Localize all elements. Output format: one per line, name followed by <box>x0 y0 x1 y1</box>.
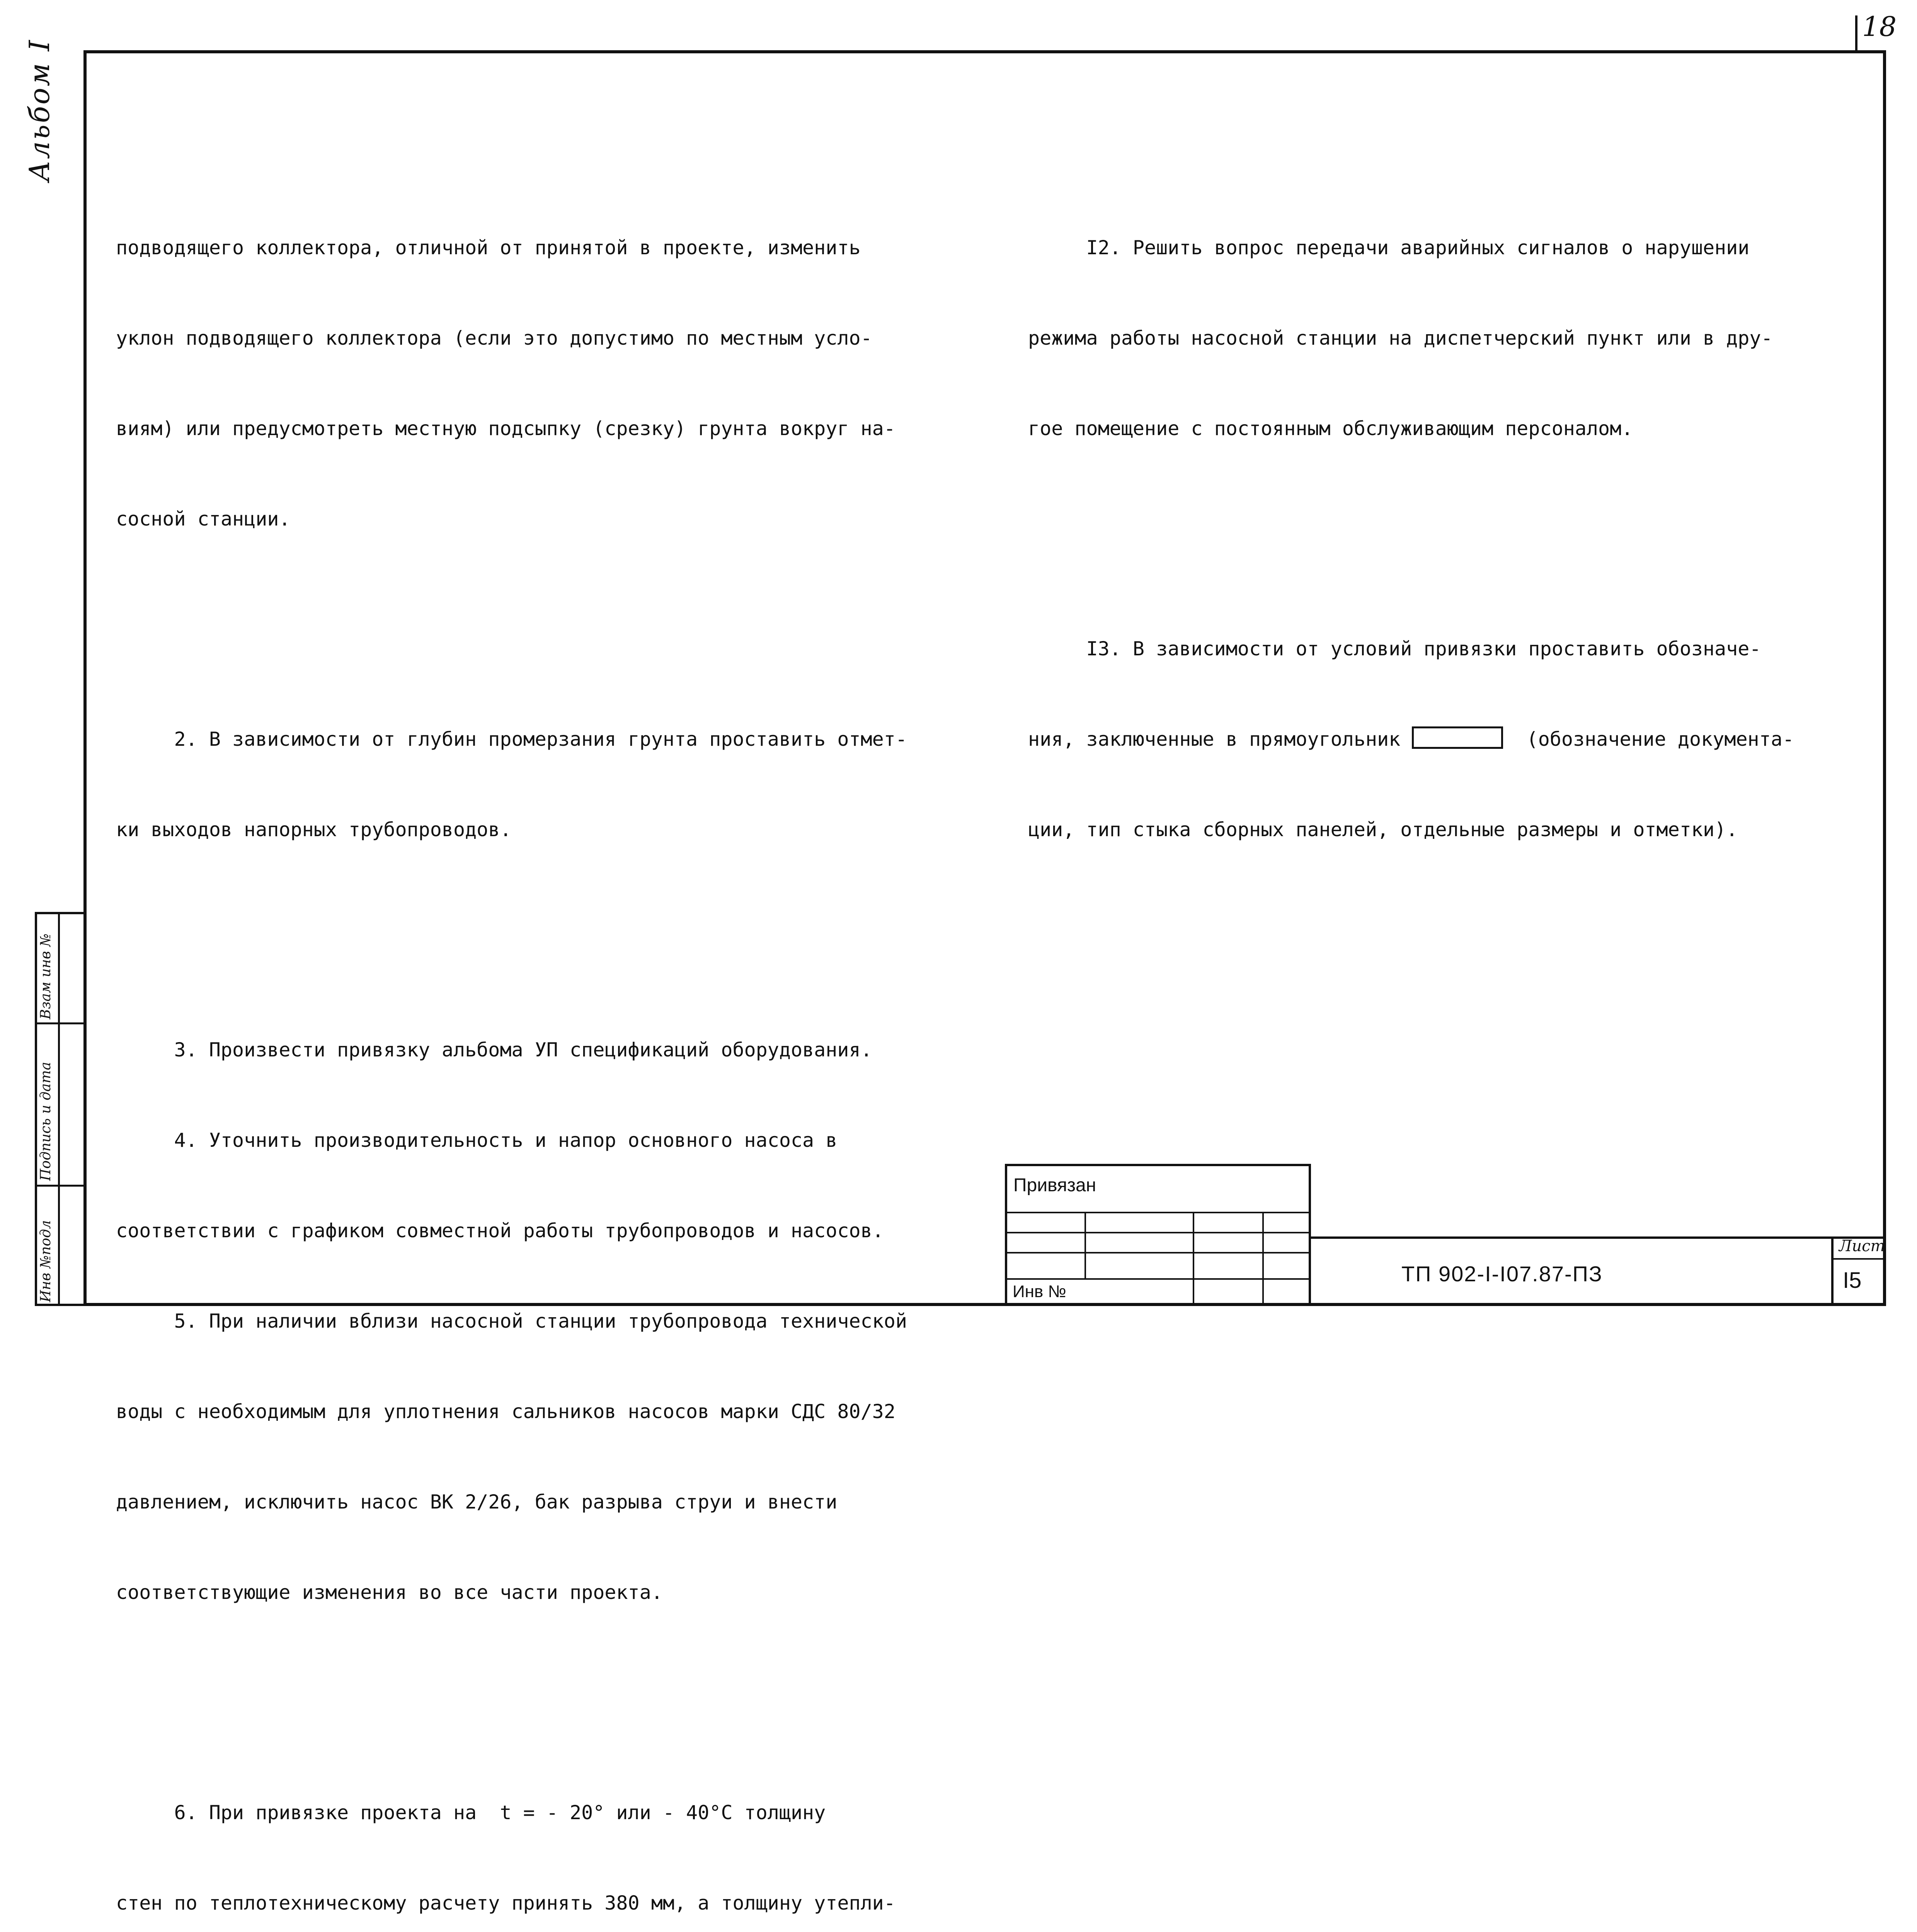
sheet-divider <box>1834 1258 1886 1260</box>
paragraph-item-2 <box>116 664 907 905</box>
side-stamp-row-divider <box>37 1185 83 1187</box>
stamp-col-line <box>1084 1212 1086 1278</box>
text-line: стен по теплотехническому расчету принять 380 мм, а толщину утепли- <box>116 1892 896 1914</box>
paragraph-item-13 <box>1028 573 1794 905</box>
text-line: воды с необходимым для уплотнения сальников насосов марки СДС 80/32 <box>116 1400 896 1423</box>
side-stamp-replacement-inv: Взам инв № <box>38 933 54 1019</box>
side-stamp-row-divider <box>37 1022 83 1024</box>
text-fragment: (обозначение документа- <box>1503 728 1794 750</box>
side-stamp <box>35 912 86 1306</box>
stamp-col-line <box>1193 1212 1194 1306</box>
rectangle-symbol <box>1412 726 1503 749</box>
paragraph-item-12 <box>1028 172 1794 504</box>
text-line: гое помещение с постоянным обслуживающим персоналом. <box>1028 417 1633 440</box>
text-fragment: ния, заключенные в прямоугольник <box>1028 728 1412 750</box>
text-line: 4. Уточнить производительность и напор основного насоса в <box>116 1129 838 1151</box>
paragraph-intro <box>116 172 907 594</box>
text-line: соответствии с графиком совместной работы трубопроводов и насосов. <box>116 1219 884 1242</box>
paragraph-item-6 <box>116 1737 907 1932</box>
side-stamp-column-divider <box>58 914 60 1304</box>
text-line: 3. Произвести привязку альбома УП спецификаций оборудования. <box>116 1039 872 1061</box>
side-stamp-signature-date: Подпись и дата <box>38 1062 54 1181</box>
text-line: виям) или предусмотреть местную подсыпку (срезку) грунта вокруг на- <box>116 417 896 440</box>
page-number: 18 <box>1862 11 1897 43</box>
attached-label: Привязан <box>1013 1175 1096 1196</box>
text-line: подводящего коллектора, отличной от принятой в проекте, изменить <box>116 236 861 259</box>
text-line-with-box <box>1028 724 1794 754</box>
attachment-stamp <box>1005 1164 1311 1306</box>
text-line: I3. В зависимости от условий привязки проставить обозначе- <box>1028 638 1761 660</box>
text-line: ки выходов напорных трубопроводов. <box>116 818 512 841</box>
text-line: режима работы насосной станции на диспетчерский пункт или в дру- <box>1028 327 1773 349</box>
text-line: уклон подводящего коллектора (если это допустимо по местным усло- <box>116 327 872 349</box>
stamp-col-line <box>1262 1212 1264 1306</box>
text-line: 6. При привязке проекта на t = - 20° или - 40°С толщину <box>116 1801 826 1824</box>
inventory-label: Инв № <box>1013 1282 1066 1301</box>
text-line: соответствующие изменения во все части проекта. <box>116 1581 663 1604</box>
paragraph-items-3-5 <box>116 975 907 1668</box>
left-text-column <box>116 112 907 1932</box>
right-text-column <box>1028 112 1794 944</box>
page-number-bar <box>1855 15 1857 52</box>
text-line: 2. В зависимости от глубин промерзания грунта проставить отмет- <box>116 728 907 750</box>
album-label: Альбом I <box>23 39 56 182</box>
text-line: ции, тип стыка сборных панелей, отдельные размеры и отметки). <box>1028 818 1738 841</box>
text-line: 5. При наличии вблизи насосной станции трубопровода технической <box>116 1310 907 1332</box>
text-line: давлением, исключить насос ВК 2/26, бак разрыва струи и внести <box>116 1491 838 1513</box>
sheet-box <box>1831 1236 1886 1306</box>
sheet-label: Лист <box>1839 1237 1885 1255</box>
side-stamp-original-inv: Инв №подл <box>38 1220 54 1302</box>
text-line: сосной станции. <box>116 508 291 530</box>
document-code: ТП 902-I-I07.87-ПЗ <box>1401 1262 1603 1286</box>
document-code-area <box>1309 1236 1886 1306</box>
text-line: I2. Решить вопрос передачи аварийных сигналов о нарушении <box>1028 236 1750 259</box>
sheet-number: I5 <box>1843 1268 1862 1293</box>
